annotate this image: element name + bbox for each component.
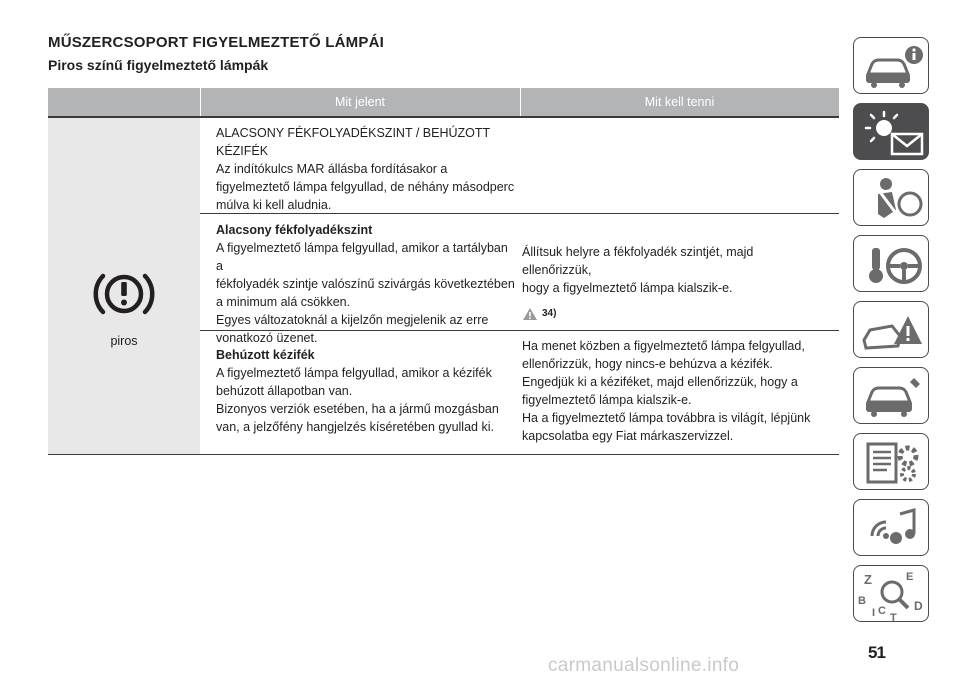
svg-text:B: B (858, 595, 866, 607)
warning-reference[interactable] (522, 305, 822, 323)
table-row (200, 214, 839, 345)
svg-text:T: T (890, 612, 897, 623)
tab-multimedia[interactable] (853, 499, 929, 556)
car-info-icon (854, 38, 930, 95)
row-text-line: vonatkozó üzenet. (216, 331, 318, 345)
svg-text:I: I (872, 607, 876, 619)
todo-text-line: ellenőrizzük, hogy nincs-e behúzva a kézifék. (522, 357, 773, 371)
row-text-line: Az indítókulcs MAR állásba fordításakor a (216, 162, 448, 176)
page-number: 51 (868, 643, 885, 662)
warning-lights-icon (854, 104, 930, 161)
svg-text:D: D (914, 599, 923, 613)
row-text-line: múlva ki kell aludnia. (216, 198, 332, 212)
technical-data-icon (854, 434, 930, 491)
row-text-line: Egyes változatoknál a kijelzőn megjelenik az erre (216, 313, 489, 327)
multimedia-icon (854, 500, 930, 557)
key-steering-wheel-icon (854, 236, 930, 293)
row-text-line: behúzott állapotban van. (216, 384, 353, 398)
row-text-line: a minimum alá csökken. (216, 295, 351, 309)
car-service-icon (854, 368, 930, 425)
warning-reference-number: 34) (542, 308, 557, 319)
svg-text:C: C (878, 605, 886, 617)
tab-index[interactable] (853, 565, 929, 622)
todo-text-line: kapcsolatba egy Fiat márkaszervizzel. (522, 429, 734, 443)
warning-triangle-icon (522, 307, 538, 321)
lamp-column (48, 118, 200, 455)
table-row (200, 331, 839, 455)
row-text-line: A figyelmeztető lámpa felgyullad, amikor a tartályban a (216, 241, 508, 273)
tab-starting-driving[interactable] (853, 235, 929, 292)
row-heading: Behúzott kézifék (216, 348, 315, 362)
tab-emergency[interactable] (853, 301, 929, 358)
row-text-line: figyelmeztető lámpa felgyullad, de néhány másodperc (216, 180, 515, 194)
page-title: MŰSZERCSOPORT FIGYELMEZTETŐ LÁMPÁI (48, 34, 384, 51)
todo-text-line: Ha menet közben a figyelmeztető lámpa felgyullad, (522, 339, 805, 353)
row-heading: ALACSONY FÉKFOLYADÉKSZINT / BEHÚZOTT KÉZIFÉK (216, 126, 490, 158)
row-text-line: A figyelmeztető lámpa felgyullad, amikor a kézifék (216, 366, 492, 380)
todo-text-line: figyelmeztető lámpa kialszik-e. (522, 393, 692, 407)
svg-text:Z: Z (864, 572, 872, 587)
todo-text-line: hogy a figyelmeztető lámpa kialszik-e. (522, 281, 733, 295)
warning-lamp-table (48, 88, 839, 455)
tab-car-info[interactable] (853, 37, 929, 94)
seatbelt-airbag-icon (854, 170, 930, 227)
lamp-color-label: piros (110, 334, 138, 348)
tab-maintenance[interactable] (853, 367, 929, 424)
row-text-line: fékfolyadék szintje valószínű szivárgás következtében (216, 277, 515, 291)
watermark: carmanualsonline.info (548, 655, 740, 676)
header-what: Mit jelent (334, 95, 386, 109)
table-header (48, 88, 839, 116)
todo-text-line: Állítsuk helyre a fékfolyadék szintjét, majd ellenőrizzük, (522, 245, 754, 277)
todo-text-line: Engedjük ki a kéziféket, majd ellenőrizzük, hogy a (522, 375, 798, 389)
svg-text:E: E (906, 571, 914, 583)
tab-technical-data[interactable] (853, 433, 929, 490)
header-todo: Mit kell tenni (644, 95, 715, 109)
tab-safety[interactable] (853, 169, 929, 226)
brake-warning-lamp-icon (92, 268, 156, 320)
tab-warning-lights[interactable] (853, 103, 929, 160)
index-search-icon (854, 566, 930, 623)
row-heading: Alacsony fékfolyadékszint (216, 223, 373, 237)
page-subtitle: Piros színű figyelmeztető lámpák (48, 57, 269, 73)
todo-text-line: Ha a figyelmeztető lámpa továbbra is világít, lépjünk (522, 411, 811, 425)
emergency-triangle-icon (854, 302, 930, 359)
row-text-line: van, a jelzőfény hangjelzés kíséretében gyullad ki. (216, 420, 494, 434)
table-row (200, 118, 839, 213)
row-text-line: Bizonyos verziók esetében, ha a jármű mozgásban (216, 402, 499, 416)
